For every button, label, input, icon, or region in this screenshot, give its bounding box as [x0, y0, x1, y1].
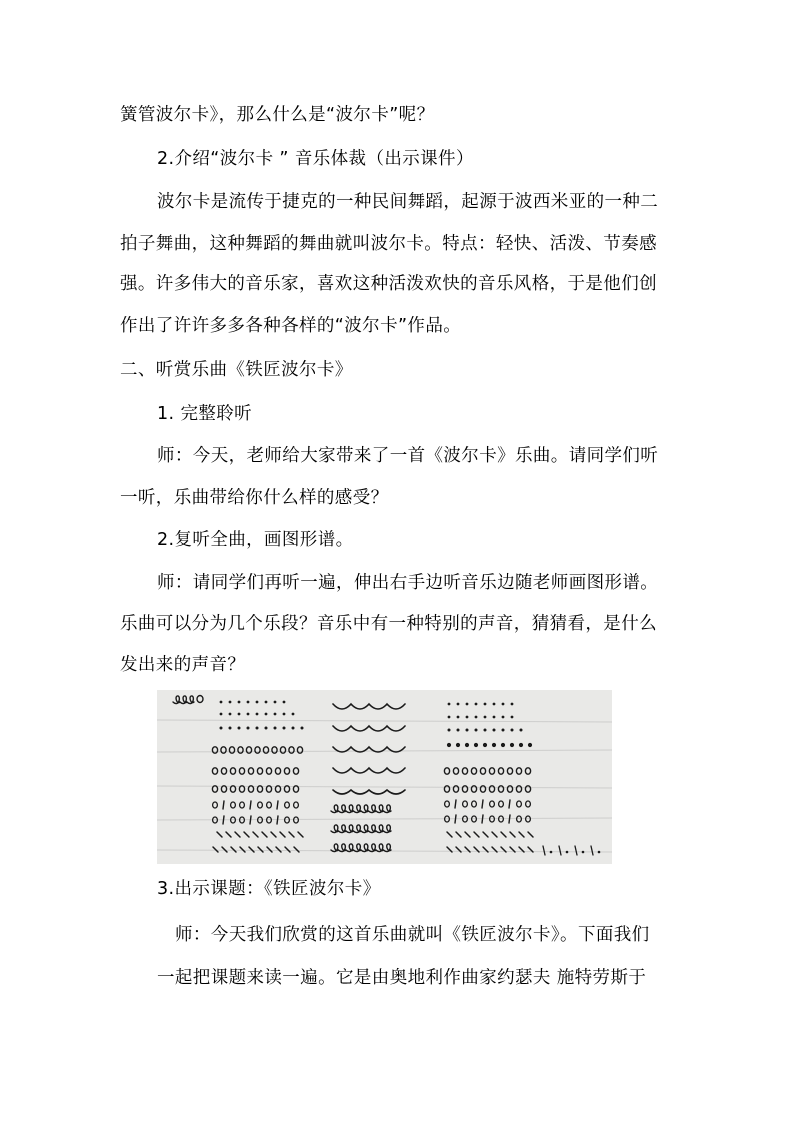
score-tick-mark	[528, 832, 533, 837]
score-mixed-mark	[472, 801, 477, 807]
score-trailing-mark	[598, 851, 601, 854]
score-tick-mark	[501, 832, 506, 837]
score-dot-mark	[493, 716, 496, 719]
score-ring-mark	[498, 786, 503, 792]
score-ring-mark	[453, 768, 458, 774]
text-line-14: 发出来的声音？	[120, 655, 246, 675]
score-ring-mark	[284, 768, 289, 774]
score-dot-mark	[493, 703, 496, 706]
score-dot-mark	[456, 743, 460, 747]
score-mixed-mark	[250, 801, 251, 809]
score-dot-mark	[511, 729, 514, 732]
score-dot-mark	[457, 729, 460, 732]
score-dot-mark	[502, 729, 505, 732]
graphic-score-photo	[157, 690, 612, 864]
score-ring-mark	[525, 786, 530, 792]
score-ring-mark	[489, 768, 494, 774]
score-tick-mark	[294, 847, 299, 852]
score-ring-mark	[507, 786, 512, 792]
score-mixed-mark	[455, 800, 456, 808]
score-ring-mark	[498, 768, 503, 774]
score-tick-mark	[474, 832, 479, 837]
score-dot-mark	[466, 716, 469, 719]
score-dot-mark	[474, 743, 478, 747]
score-mixed-mark	[223, 801, 224, 809]
score-tick-mark	[483, 832, 488, 837]
score-mixed-mark	[526, 801, 531, 807]
score-ring-mark	[516, 786, 521, 792]
score-mixed-mark	[509, 800, 510, 808]
score-tick-mark	[510, 832, 515, 837]
score-dot-mark	[483, 743, 487, 747]
score-dot-mark	[247, 701, 250, 704]
score-dot-mark	[256, 701, 259, 704]
text-line-15: 3.出示课题：《铁匠波尔卡》	[157, 879, 381, 899]
text-line-8: 1. 完整聆听	[157, 404, 253, 424]
score-dot-mark	[274, 727, 277, 730]
score-ring-mark	[444, 786, 449, 792]
score-trailing-mark	[566, 851, 569, 854]
score-ring-mark	[471, 768, 476, 774]
score-dot-mark	[448, 703, 451, 706]
score-wave-mark	[333, 790, 405, 794]
score-dot-mark	[274, 713, 277, 716]
score-tick-mark	[226, 832, 231, 837]
score-tick-mark	[253, 832, 258, 837]
score-tick-mark	[235, 832, 240, 837]
score-mixed-mark	[517, 801, 522, 807]
score-ring-mark	[266, 768, 271, 774]
score-mixed-mark	[240, 802, 245, 808]
score-tick-mark	[456, 832, 461, 837]
score-dot-mark	[484, 729, 487, 732]
text-line-5: 强。许多伟大的音乐家，喜欢这种活泼欢快的音乐风格，于是他们创	[120, 274, 657, 294]
score-dot-mark	[447, 743, 451, 747]
score-loop-mark	[331, 844, 391, 852]
score-wave-mark	[333, 704, 405, 709]
score-dot-mark	[457, 716, 460, 719]
text-line-13: 乐曲可以分为几个乐段？音乐中有一种特别的声音，猜猜看，是什么	[120, 614, 657, 634]
score-dot-mark	[466, 729, 469, 732]
score-tick-mark	[447, 832, 452, 837]
score-ring-mark	[480, 786, 485, 792]
score-mixed-mark	[294, 817, 299, 823]
score-tick-mark	[267, 847, 272, 852]
score-mixed-mark	[277, 816, 278, 824]
score-dot-mark	[220, 727, 223, 730]
score-mixed-mark	[277, 801, 278, 809]
score-ring-mark	[462, 768, 467, 774]
text-line-12: 师：请同学们再听一遍，伸出右手边听音乐边随老师画图形谱。	[157, 573, 659, 593]
score-mixed-mark	[250, 816, 251, 824]
score-dot-mark	[265, 701, 268, 704]
score-mixed-mark	[509, 815, 510, 823]
score-ring-mark	[212, 786, 217, 792]
score-mixed-mark	[213, 802, 218, 808]
score-dot-mark	[528, 743, 532, 747]
score-ring-mark	[229, 747, 234, 753]
score-ring-mark	[289, 747, 294, 753]
score-mixed-mark	[258, 802, 263, 808]
score-loop-mark	[331, 805, 391, 813]
score-dot-mark	[274, 701, 277, 704]
graphic-score-drawing	[157, 690, 612, 864]
score-dot-mark	[448, 729, 451, 732]
score-mixed-mark	[455, 815, 456, 823]
score-ring-mark	[280, 747, 285, 753]
score-ring-mark	[297, 747, 302, 753]
score-dot-mark	[247, 727, 250, 730]
score-dot-mark	[466, 703, 469, 706]
score-tick-mark	[244, 832, 249, 837]
text-line-1: 簧管波尔卡》，那么什么是“波尔卡”呢？	[120, 105, 435, 125]
score-ring-mark	[246, 747, 251, 753]
text-line-3: 波尔卡是流传于捷克的一种民间舞蹈，起源于波西米亚的一种二	[157, 192, 659, 212]
score-ring-mark	[489, 786, 494, 792]
score-dot-mark	[238, 701, 241, 704]
score-trailing-mark	[559, 846, 561, 855]
score-dot-mark	[510, 743, 514, 747]
score-dot-mark	[283, 701, 286, 704]
score-ring-mark	[221, 768, 226, 774]
text-line-2: 2.介绍“波尔卡 ” 音乐体裁（出示课件）	[157, 149, 474, 169]
score-trailing-mark	[543, 846, 545, 855]
score-dot-mark	[283, 713, 286, 716]
score-ring-mark	[197, 696, 203, 703]
score-dot-mark	[502, 716, 505, 719]
score-dot-mark	[220, 713, 223, 716]
score-wave-mark	[333, 768, 405, 773]
score-dot-mark	[256, 727, 259, 730]
score-trailing-mark	[575, 846, 577, 855]
score-ring-mark	[238, 747, 243, 753]
score-mixed-mark	[285, 817, 290, 823]
score-ring-mark	[272, 747, 277, 753]
score-dot-mark	[247, 713, 250, 716]
text-line-6: 作出了许许多多各种各样的“波尔卡”作品。	[120, 316, 462, 336]
score-tick-mark	[249, 847, 254, 852]
score-ring-mark	[293, 768, 298, 774]
score-ring-mark	[444, 768, 449, 774]
score-dot-mark	[457, 703, 460, 706]
text-line-17: 一起把课题来读一遍。它是由奥地利作曲家约瑟夫 施特劳斯于	[157, 968, 647, 988]
score-tick-mark	[217, 832, 222, 837]
score-dot-mark	[229, 727, 232, 730]
score-mixed-mark	[285, 802, 290, 808]
score-dot-mark	[520, 729, 523, 732]
score-dot-mark	[519, 743, 523, 747]
score-mixed-mark	[267, 802, 272, 808]
score-tick-mark	[258, 847, 263, 852]
score-mixed-mark	[231, 802, 236, 808]
score-dot-mark	[265, 713, 268, 716]
score-tick-mark	[213, 847, 218, 852]
score-dot-mark	[238, 713, 241, 716]
score-dot-mark	[283, 727, 286, 730]
score-dot-mark	[292, 713, 295, 716]
score-dot-mark	[502, 703, 505, 706]
score-mixed-mark	[490, 801, 495, 807]
score-mixed-mark	[445, 801, 450, 807]
score-trailing-mark	[591, 846, 593, 855]
score-dot-mark	[492, 743, 496, 747]
score-trailing-mark	[582, 851, 585, 854]
score-ring-mark	[230, 768, 235, 774]
score-tick-mark	[492, 832, 497, 837]
score-wave-mark	[333, 726, 405, 731]
section-heading: 二、听赏乐曲《铁匠波尔卡》	[120, 360, 353, 380]
score-mixed-mark	[482, 815, 483, 823]
score-ring-mark	[471, 786, 476, 792]
score-ring-mark	[248, 768, 253, 774]
score-ring-mark	[480, 768, 485, 774]
text-line-11: 2.复听全曲，画图形谱。	[157, 530, 354, 550]
score-dot-mark	[475, 729, 478, 732]
score-dot-mark	[484, 716, 487, 719]
score-mixed-mark	[223, 816, 224, 824]
score-ring-mark	[275, 768, 280, 774]
score-loop-mark	[331, 825, 391, 833]
score-ring-mark	[255, 747, 260, 753]
score-tick-mark	[271, 832, 276, 837]
score-mixed-mark	[499, 816, 504, 822]
score-tick-mark	[519, 832, 524, 837]
score-dot-mark	[292, 727, 295, 730]
score-mixed-mark	[294, 802, 299, 808]
score-dot-mark	[229, 713, 232, 716]
score-ring-mark	[239, 768, 244, 774]
score-ring-mark	[221, 747, 226, 753]
text-line-10: 一听，乐曲带给你什么样的感受？	[120, 488, 389, 508]
score-tick-mark	[276, 847, 281, 852]
score-loop-mark	[173, 696, 194, 704]
score-dot-mark	[448, 716, 451, 719]
score-tick-mark	[465, 832, 470, 837]
score-dot-mark	[475, 703, 478, 706]
score-dot-mark	[220, 701, 223, 704]
score-tick-mark	[289, 832, 294, 837]
score-dot-mark	[238, 727, 241, 730]
score-tick-mark	[222, 847, 227, 852]
score-ring-mark	[257, 768, 262, 774]
score-tick-mark	[298, 832, 303, 837]
score-dot-mark	[493, 729, 496, 732]
score-tick-mark	[231, 847, 236, 852]
score-dot-mark	[511, 703, 514, 706]
score-tick-mark	[262, 832, 267, 837]
score-ring-mark	[453, 786, 458, 792]
score-ring-mark	[263, 747, 268, 753]
score-trailing-mark	[550, 851, 553, 854]
score-tick-mark	[280, 832, 285, 837]
score-dot-mark	[229, 701, 232, 704]
score-mixed-mark	[526, 816, 531, 822]
score-ring-mark	[507, 768, 512, 774]
score-dot-mark	[256, 713, 259, 716]
score-tick-mark	[285, 847, 290, 852]
text-line-9: 师：今天，老师给大家带来了一首《波尔卡》乐曲。请同学们听	[157, 446, 659, 466]
score-mixed-mark	[499, 801, 504, 807]
score-ring-mark	[212, 768, 217, 774]
score-dot-mark	[484, 703, 487, 706]
score-mixed-mark	[482, 800, 483, 808]
score-dot-mark	[511, 716, 514, 719]
score-ring-mark	[525, 768, 530, 774]
score-dot-mark	[265, 727, 268, 730]
score-mixed-mark	[463, 801, 468, 807]
score-dot-mark	[501, 743, 505, 747]
score-dot-mark	[301, 727, 304, 730]
score-tick-mark	[240, 847, 245, 852]
score-mixed-mark	[517, 816, 522, 822]
score-ring-mark	[462, 786, 467, 792]
score-ring-mark	[516, 768, 521, 774]
score-dot-mark	[475, 716, 478, 719]
text-line-16: 师：今天我们欣赏的这首乐曲就叫《铁匠波尔卡》。下面我们	[175, 925, 650, 945]
score-dot-mark	[465, 743, 469, 747]
text-line-4: 拍子舞曲，这种舞蹈的舞曲就叫波尔卡。特点：轻快、活泼、节奏感	[120, 234, 657, 254]
